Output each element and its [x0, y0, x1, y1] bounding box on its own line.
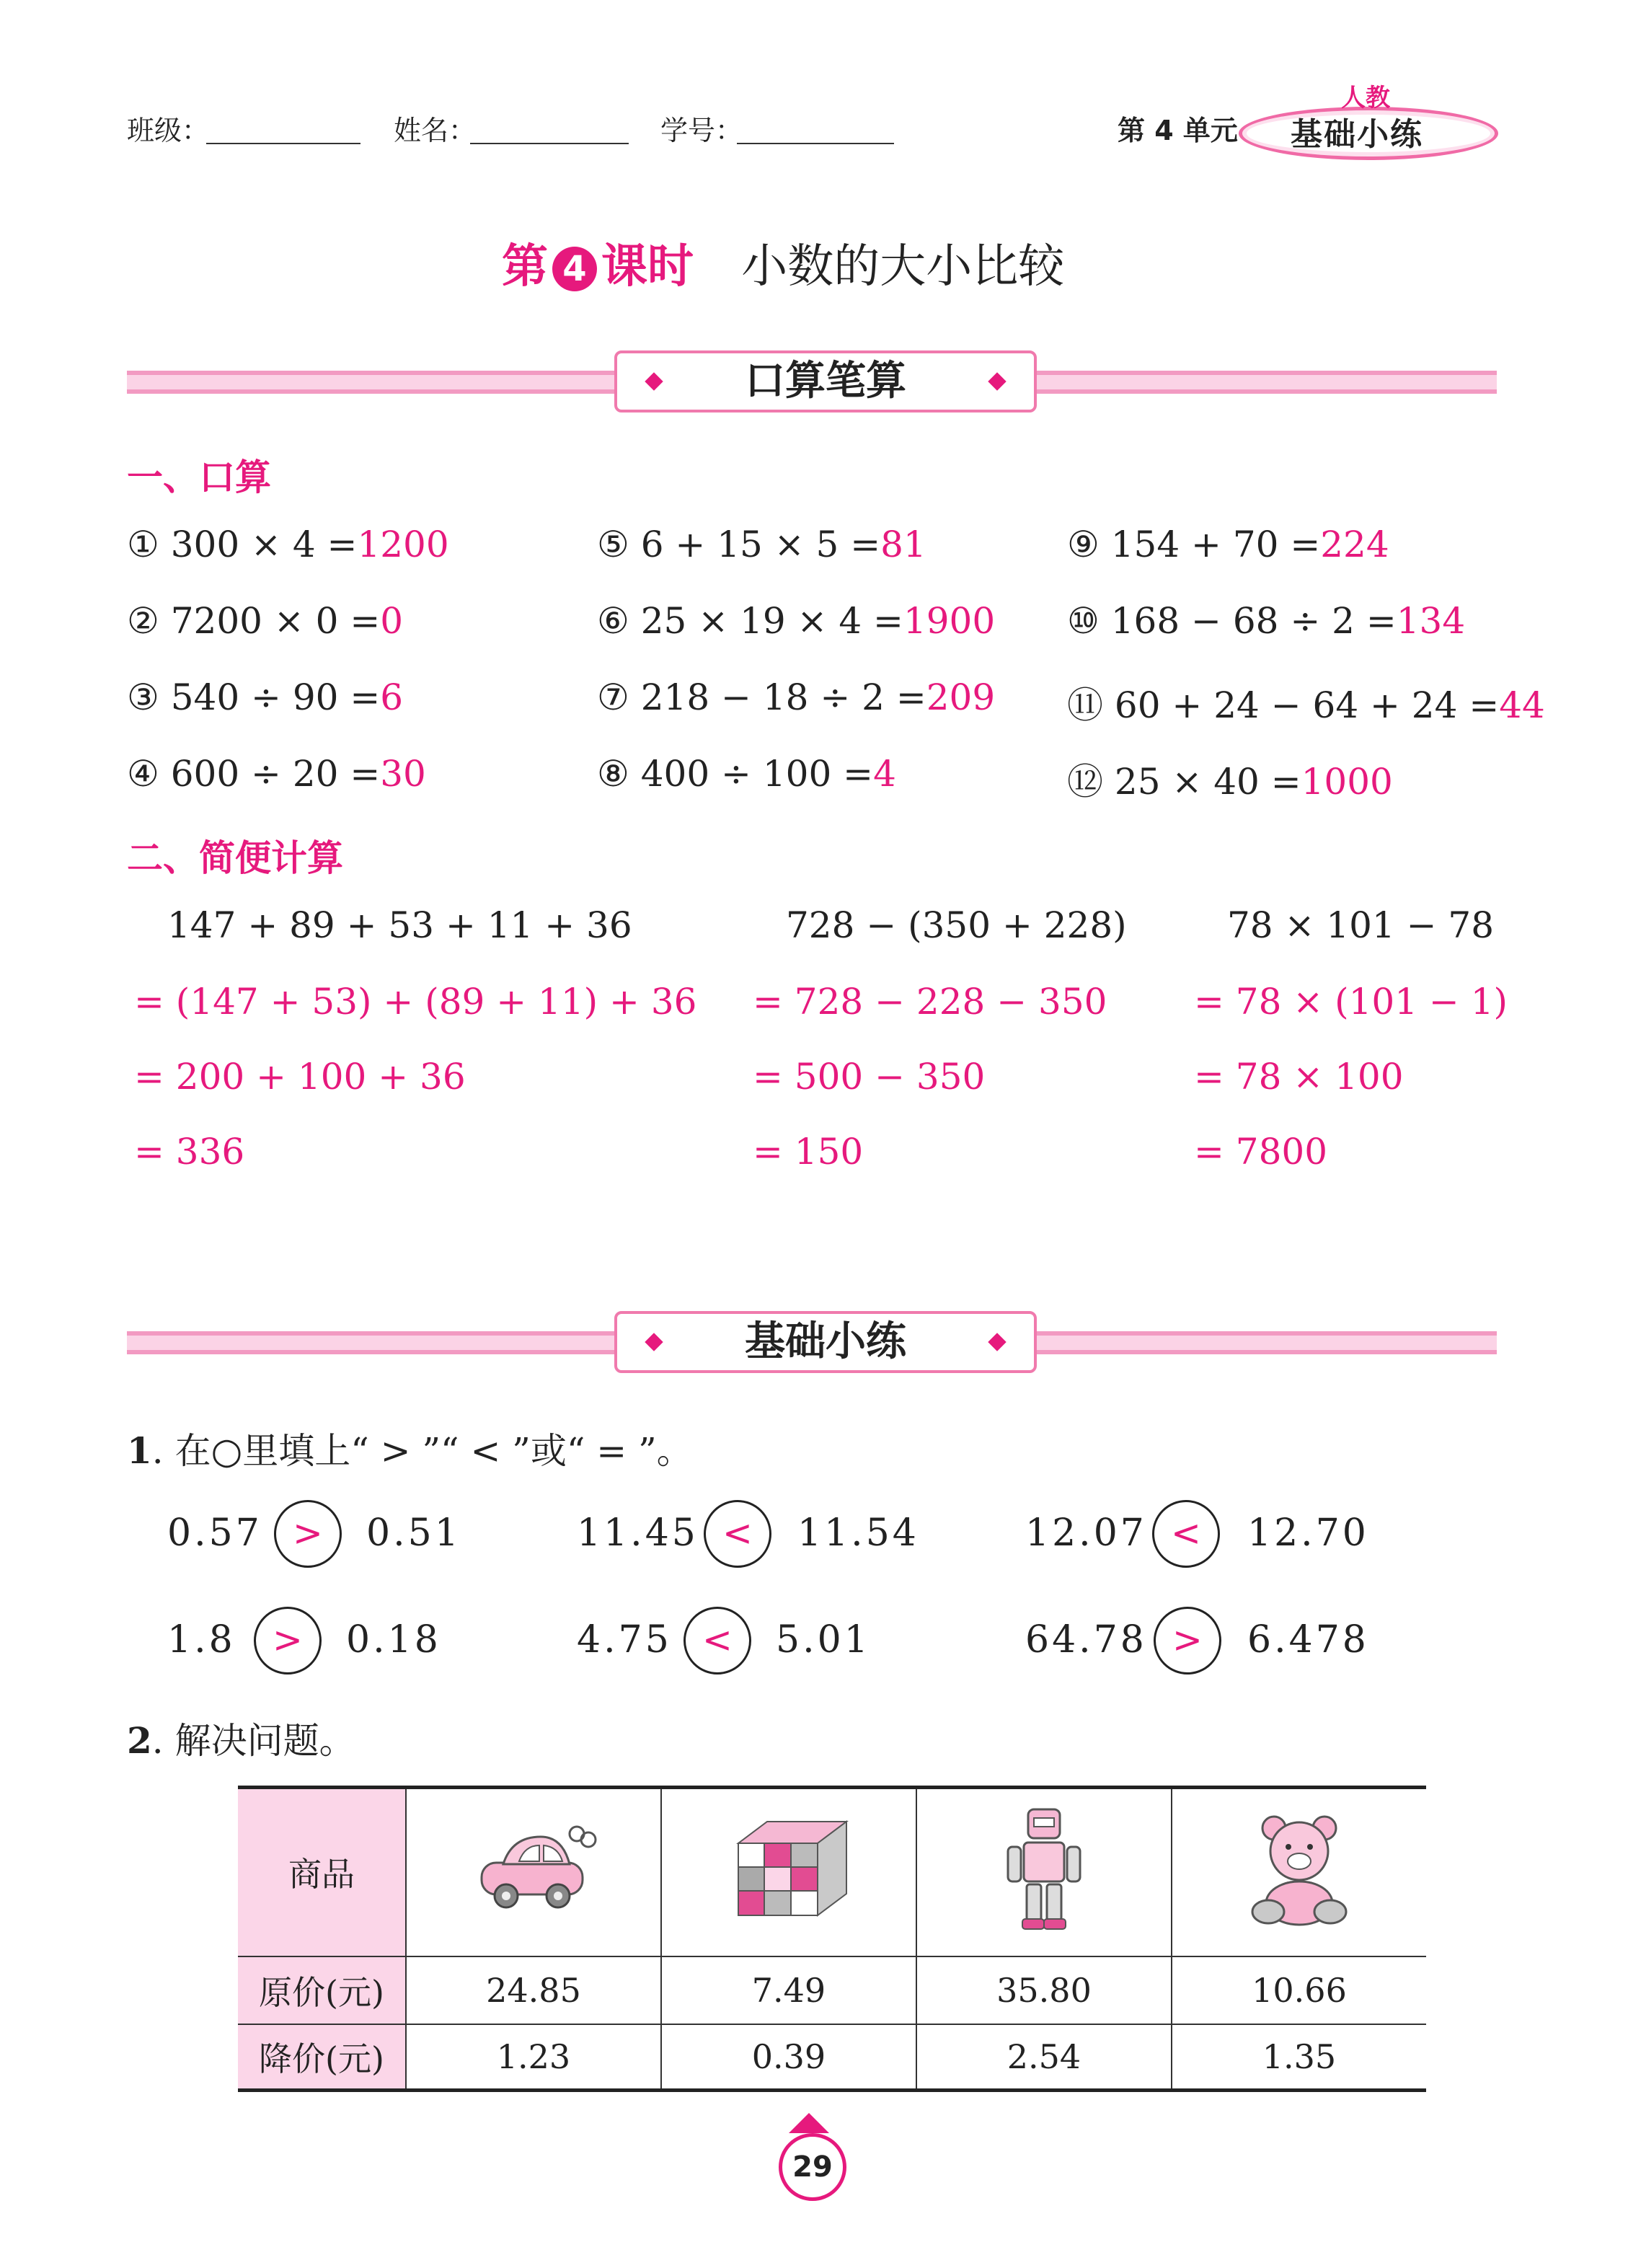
question-1-prompt: 1. 在○里填上“ > ”“ < ”或“ = ”。	[127, 1429, 693, 1472]
simplify-step: = 500 − 350	[753, 1056, 986, 1098]
page-roof-icon	[789, 2113, 829, 2133]
simplify-step: = 150	[753, 1131, 864, 1173]
compare-left: 12.07	[1025, 1512, 1147, 1555]
compare-left: 11.45	[577, 1512, 699, 1555]
compare-left: 64.78	[1025, 1618, 1147, 1662]
simplify-expression: 78 × 101 − 78	[1227, 904, 1495, 946]
lesson-number: 4	[552, 247, 597, 291]
student-id-label: 学号：	[660, 115, 743, 146]
mental-item: ① 300 × 4 =1200	[127, 524, 449, 565]
row-label-discount: 降价(元)	[238, 2024, 406, 2091]
compare-right: 0.18	[346, 1618, 441, 1662]
compare-circle[interactable]: >	[274, 1500, 342, 1568]
toy-car-icon	[406, 1788, 661, 1956]
banner-basic-practice	[614, 1311, 1037, 1373]
simplify-step: = 78 × 100	[1194, 1056, 1404, 1098]
discount-cell: 2.54	[916, 2024, 1172, 2091]
question-2-prompt: 2. 解决问题。	[127, 1719, 355, 1762]
row-label-goods: 商品	[238, 1788, 406, 1956]
mental-item: ⑨ 154 + 70 =224	[1067, 524, 1389, 565]
compare-left: 0.57	[167, 1512, 262, 1555]
original-price-cell: 7.49	[661, 1956, 916, 2024]
unit-label: 第 4 单元	[1118, 115, 1238, 146]
mental-item: ⑩ 168 − 68 ÷ 2 =134	[1067, 600, 1466, 642]
diamond-icon	[988, 1333, 1006, 1351]
compare-circle[interactable]: <	[704, 1500, 771, 1568]
original-price-cell: 35.80	[916, 1956, 1172, 2024]
goods-table	[238, 1786, 1426, 2092]
section-heading-simplify: 二、简便计算	[127, 837, 343, 879]
discount-cell: 0.39	[661, 2024, 916, 2091]
mental-item: ⑪ 60 + 24 − 64 + 24 =44	[1067, 684, 1545, 726]
brand-publisher: 人教	[1341, 84, 1390, 112]
teddy-bear-icon	[1172, 1788, 1426, 1956]
mental-item: ⑤ 6 + 15 × 5 =81	[597, 524, 926, 565]
mental-item: ⑥ 25 × 19 × 4 =1900	[597, 600, 996, 642]
compare-right: 0.51	[366, 1512, 461, 1555]
class-blank[interactable]	[206, 143, 360, 144]
simplify-expression: 728 − (350 + 228)	[786, 904, 1127, 946]
lesson-title	[502, 229, 1064, 296]
compare-circle[interactable]: <	[1152, 1500, 1220, 1568]
compare-circle[interactable]: >	[1154, 1607, 1221, 1674]
diamond-icon	[988, 372, 1006, 390]
student-id-blank[interactable]	[737, 143, 894, 144]
compare-left: 4.75	[577, 1618, 672, 1662]
simplify-step: = 7800	[1194, 1131, 1328, 1173]
compare-right: 12.70	[1247, 1512, 1369, 1555]
compare-circle[interactable]: >	[254, 1607, 322, 1674]
simplify-step: = 728 − 228 − 350	[753, 981, 1107, 1023]
simplify-step: = (147 + 53) + (89 + 11) + 36	[134, 981, 697, 1023]
row-label-original-price: 原价(元)	[238, 1956, 406, 2024]
mental-item: ② 7200 × 0 =0	[127, 600, 404, 642]
banner-title: 口算笔算	[745, 358, 906, 405]
mental-item: ⑧ 400 ÷ 100 =4	[597, 753, 896, 795]
mental-item: ③ 540 ÷ 90 =6	[127, 676, 404, 718]
compare-right: 11.54	[797, 1512, 919, 1555]
diamond-icon	[645, 1333, 663, 1351]
section-heading-mental: 一、口算	[127, 456, 271, 498]
simplify-step: = 78 × (101 − 1)	[1194, 981, 1508, 1023]
name-blank[interactable]	[470, 143, 629, 144]
name-label: 姓名：	[394, 115, 477, 146]
lesson-prefix: 第	[502, 240, 548, 294]
compare-right: 5.01	[776, 1618, 871, 1662]
discount-cell: 1.35	[1172, 2024, 1426, 2091]
banner-title: 基础小练	[745, 1318, 906, 1365]
class-label: 班级：	[127, 115, 210, 146]
original-price-cell: 10.66	[1172, 1956, 1426, 2024]
lesson-suffix: 课时	[601, 240, 694, 294]
diamond-icon	[645, 372, 663, 390]
mental-item: ④ 600 ÷ 20 =30	[127, 753, 426, 795]
simplify-expression: 147 + 89 + 53 + 11 + 36	[167, 904, 632, 946]
original-price-cell: 24.85	[406, 1956, 661, 2024]
page-number: 29	[779, 2133, 846, 2201]
robot-icon	[916, 1788, 1172, 1956]
mental-item: ⑦ 218 − 18 ÷ 2 =209	[597, 676, 996, 718]
brand-title: 基础小练	[1291, 116, 1423, 153]
banner-mental-written	[614, 350, 1037, 412]
compare-left: 1.8	[167, 1618, 236, 1662]
rubik-cube-icon	[661, 1788, 916, 1956]
mental-item: ⑫ 25 × 40 =1000	[1067, 761, 1393, 803]
compare-right: 6.478	[1247, 1618, 1369, 1662]
lesson-topic: 小数的大小比较	[741, 240, 1065, 294]
discount-cell: 1.23	[406, 2024, 661, 2091]
compare-circle[interactable]: <	[684, 1607, 751, 1674]
simplify-step: = 200 + 100 + 36	[134, 1056, 466, 1098]
simplify-step: = 336	[134, 1131, 245, 1173]
